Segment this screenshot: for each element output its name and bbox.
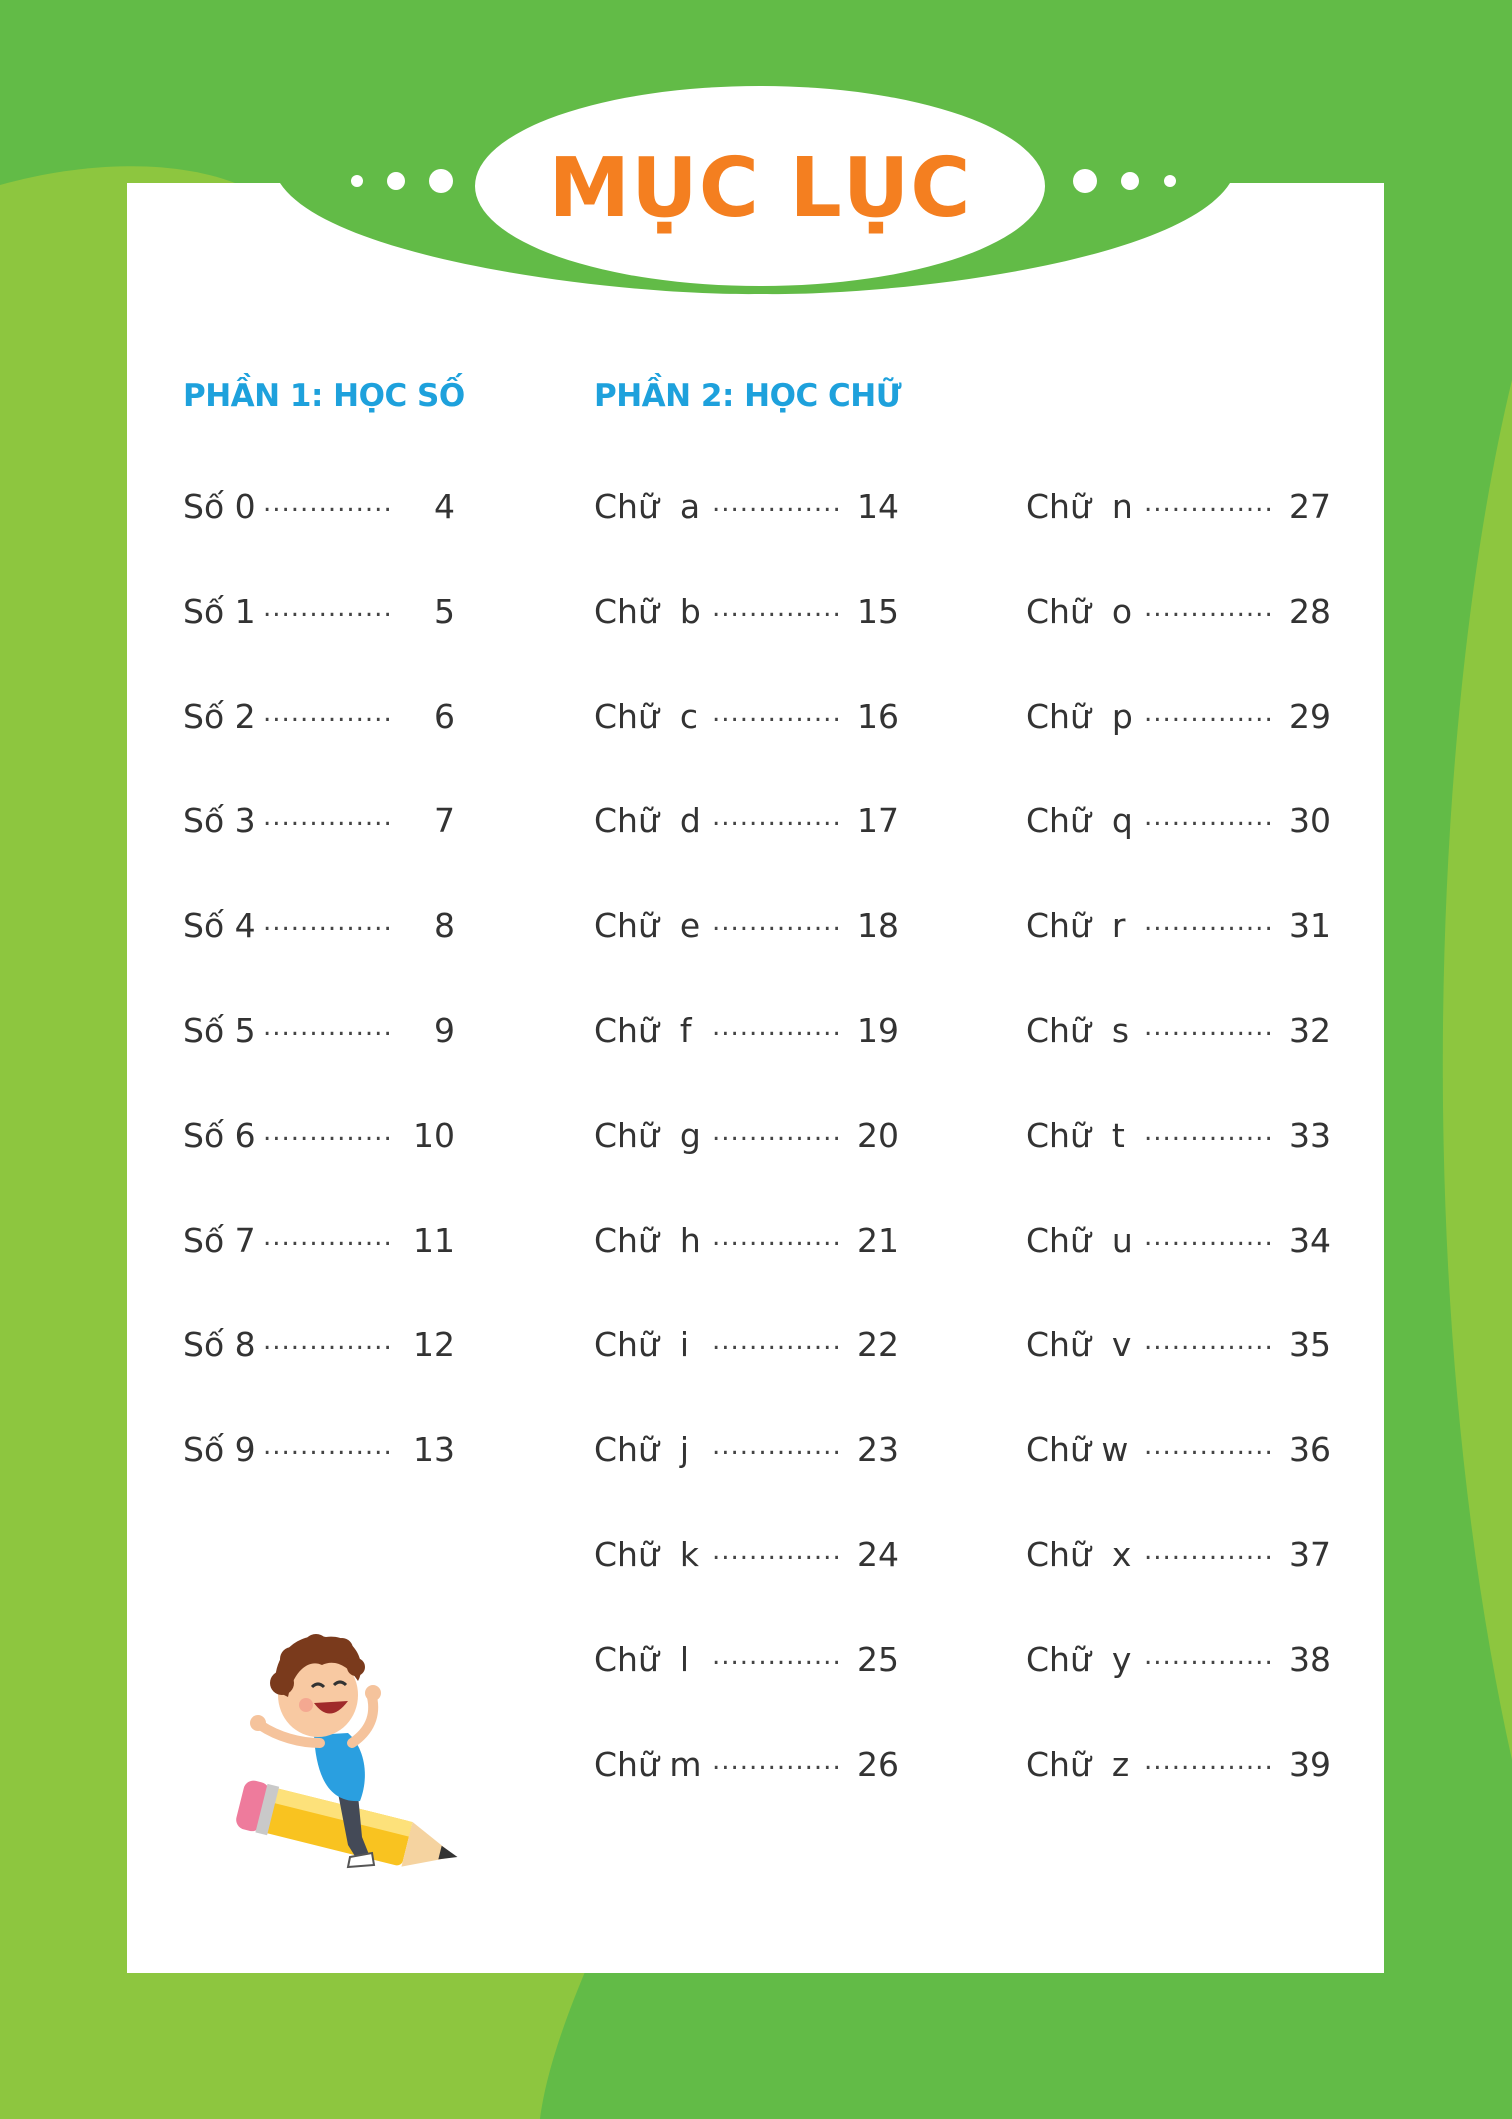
toc-dot-leader: .............. <box>263 1431 393 1461</box>
toc-page-number: 26 <box>857 1745 899 1784</box>
toc-entry-label: Chữ r <box>1026 906 1126 945</box>
toc-entry[interactable] <box>183 1216 455 1266</box>
toc-entry-label: Chữ p <box>1026 697 1133 736</box>
toc-entry-label: Số 0 <box>183 487 256 526</box>
dot-left-large <box>429 169 453 193</box>
toc-entry[interactable] <box>1026 1216 1331 1266</box>
toc-entry[interactable] <box>1026 1425 1331 1475</box>
toc-entry[interactable] <box>594 1216 899 1266</box>
toc-entry[interactable] <box>594 1111 899 1161</box>
dot-right-large <box>1073 169 1097 193</box>
toc-entry[interactable] <box>1026 901 1331 951</box>
toc-entry-label: Chữ l <box>594 1640 690 1679</box>
toc-entry-label: Chữ a <box>594 487 701 526</box>
toc-dot-leader: .............. <box>1144 1431 1274 1461</box>
toc-entry[interactable] <box>1026 587 1331 637</box>
toc-entry[interactable] <box>594 796 899 846</box>
toc-entry-label: Số 4 <box>183 906 256 945</box>
toc-page-number: 22 <box>857 1325 899 1364</box>
toc-entry[interactable] <box>1026 1635 1331 1685</box>
toc-page-number: 27 <box>1289 487 1331 526</box>
dot-right-small <box>1164 175 1176 187</box>
toc-page-number: 8 <box>434 906 455 945</box>
toc-dot-leader: .............. <box>1144 593 1274 623</box>
toc-entry-label: Chữ z <box>1026 1745 1130 1784</box>
toc-entry-label: Chữ x <box>1026 1535 1132 1574</box>
toc-page-number: 37 <box>1289 1535 1331 1574</box>
toc-entry-label: Chữ h <box>594 1221 701 1260</box>
toc-dot-leader: .............. <box>712 1536 842 1566</box>
toc-page-number: 20 <box>857 1116 899 1155</box>
toc-entry[interactable] <box>594 1635 899 1685</box>
toc-entry-label: Chữ u <box>1026 1221 1133 1260</box>
toc-dot-leader: .............. <box>1144 1746 1274 1776</box>
toc-entry[interactable] <box>594 1425 899 1475</box>
toc-page-number: 14 <box>857 487 899 526</box>
toc-dot-leader: .............. <box>1144 1326 1274 1356</box>
toc-page-number: 35 <box>1289 1325 1331 1364</box>
toc-entry-label: Chữ k <box>594 1535 699 1574</box>
toc-entry[interactable] <box>1026 1530 1331 1580</box>
toc-dot-leader: .............. <box>712 698 842 728</box>
toc-dot-leader: .............. <box>1144 802 1274 832</box>
toc-entry-label: Số 7 <box>183 1221 256 1260</box>
toc-entry-label: Chữ e <box>594 906 701 945</box>
toc-entry-label: Chữ b <box>594 592 701 631</box>
toc-entry-label: Chữ d <box>594 801 701 840</box>
toc-entry-label: Số 6 <box>183 1116 256 1155</box>
toc-page-number: 24 <box>857 1535 899 1574</box>
toc-page-number: 13 <box>413 1430 455 1469</box>
toc-entry-label: Chữ t <box>1026 1116 1125 1155</box>
toc-entry-label: Chữ o <box>1026 592 1133 631</box>
toc-dot-leader: .............. <box>1144 1641 1274 1671</box>
toc-entry-label: Chữ m <box>594 1745 702 1784</box>
toc-entry-label: Chữ c <box>594 697 698 736</box>
toc-page-number: 39 <box>1289 1745 1331 1784</box>
toc-entry[interactable] <box>183 692 455 742</box>
toc-page-number: 23 <box>857 1430 899 1469</box>
toc-dot-leader: .............. <box>712 593 842 623</box>
toc-entry[interactable] <box>183 1320 455 1370</box>
toc-page-number: 19 <box>857 1011 899 1050</box>
toc-page-number: 31 <box>1289 906 1331 945</box>
toc-dot-leader: .............. <box>712 1641 842 1671</box>
toc-entry[interactable] <box>183 796 455 846</box>
toc-page-number: 4 <box>434 487 455 526</box>
toc-entry-label: Số 2 <box>183 697 256 736</box>
toc-page-number: 17 <box>857 801 899 840</box>
toc-entry-label: Chữ q <box>1026 801 1133 840</box>
toc-entry-label: Số 1 <box>183 592 256 631</box>
part1-heading: PHẦN 1: HỌC SỐ <box>183 378 465 414</box>
toc-dot-leader: .............. <box>263 1117 393 1147</box>
toc-dot-leader: .............. <box>263 593 393 623</box>
toc-page-number: 16 <box>857 697 899 736</box>
toc-entry[interactable] <box>1026 482 1331 532</box>
toc-dot-leader: .............. <box>263 1326 393 1356</box>
toc-entry[interactable] <box>594 1006 899 1056</box>
toc-dot-leader: .............. <box>263 907 393 937</box>
toc-page-number: 38 <box>1289 1640 1331 1679</box>
toc-entry-label: Chữ v <box>1026 1325 1132 1364</box>
toc-dot-leader: .............. <box>712 1117 842 1147</box>
toc-dot-leader: .............. <box>712 488 842 518</box>
toc-page-number: 32 <box>1289 1011 1331 1050</box>
toc-entry[interactable] <box>183 901 455 951</box>
bottom-left-light-wave <box>0 1960 590 2119</box>
toc-entry[interactable] <box>1026 1740 1331 1790</box>
toc-dot-leader: .............. <box>263 488 393 518</box>
toc-page-number: 29 <box>1289 697 1331 736</box>
toc-dot-leader: .............. <box>1144 907 1274 937</box>
toc-entry-label: Chữ n <box>1026 487 1133 526</box>
toc-dot-leader: .............. <box>1144 1536 1274 1566</box>
toc-page-number: 7 <box>434 801 455 840</box>
toc-page-number: 34 <box>1289 1221 1331 1260</box>
boy-on-pencil-illustration <box>230 1625 470 1885</box>
toc-entry[interactable] <box>1026 1320 1331 1370</box>
page-title: MỤC LỤC <box>548 140 972 236</box>
toc-page-number: 28 <box>1289 592 1331 631</box>
toc-entry-label: Chữ j <box>594 1430 690 1469</box>
toc-entry[interactable] <box>594 1740 899 1790</box>
toc-entry[interactable] <box>183 587 455 637</box>
toc-dot-leader: .............. <box>1144 1117 1274 1147</box>
toc-entry[interactable] <box>183 1425 455 1475</box>
toc-page-number: 9 <box>434 1011 455 1050</box>
toc-entry-label: Số 9 <box>183 1430 256 1469</box>
toc-page-number: 18 <box>857 906 899 945</box>
toc-dot-leader: .............. <box>712 1222 842 1252</box>
toc-entry[interactable] <box>1026 1111 1331 1161</box>
toc-entry[interactable] <box>1026 1006 1331 1056</box>
toc-page-number: 33 <box>1289 1116 1331 1155</box>
toc-page-number: 30 <box>1289 801 1331 840</box>
toc-page-number: 6 <box>434 697 455 736</box>
toc-dot-leader: .............. <box>263 698 393 728</box>
toc-entry[interactable] <box>1026 692 1331 742</box>
toc-dot-leader: .............. <box>1144 1012 1274 1042</box>
toc-dot-leader: .............. <box>712 907 842 937</box>
toc-page-number: 36 <box>1289 1430 1331 1469</box>
toc-entry[interactable] <box>183 1111 455 1161</box>
toc-dot-leader: .............. <box>712 1431 842 1461</box>
toc-dot-leader: .............. <box>712 1326 842 1356</box>
toc-entry[interactable] <box>183 1006 455 1056</box>
toc-dot-leader: .............. <box>263 802 393 832</box>
toc-entry-label: Số 3 <box>183 801 256 840</box>
toc-entry[interactable] <box>594 901 899 951</box>
toc-page-number: 25 <box>857 1640 899 1679</box>
dot-right-medium <box>1121 172 1139 190</box>
toc-page-number: 5 <box>434 592 455 631</box>
toc-page-number: 10 <box>413 1116 455 1155</box>
toc-page-number: 21 <box>857 1221 899 1260</box>
toc-dot-leader: .............. <box>1144 1222 1274 1252</box>
toc-entry-label: Chữ g <box>594 1116 701 1155</box>
toc-page-number: 11 <box>413 1221 455 1260</box>
toc-entry-label: Chữ w <box>1026 1430 1129 1469</box>
toc-entry-label: Số 8 <box>183 1325 256 1364</box>
toc-entry-label: Chữ y <box>1026 1640 1132 1679</box>
toc-page-number: 15 <box>857 592 899 631</box>
dot-left-small <box>351 175 363 187</box>
toc-entry-label: Chữ s <box>1026 1011 1130 1050</box>
toc-entry[interactable] <box>594 482 899 532</box>
part2-heading: PHẦN 2: HỌC CHỮ <box>594 378 902 414</box>
dot-left-medium <box>387 172 405 190</box>
toc-entry[interactable] <box>183 482 455 532</box>
toc-page-number: 12 <box>413 1325 455 1364</box>
toc-dot-leader: .............. <box>263 1012 393 1042</box>
toc-dot-leader: .............. <box>1144 698 1274 728</box>
toc-dot-leader: .............. <box>712 1012 842 1042</box>
toc-entry-label: Chữ f <box>594 1011 692 1050</box>
toc-dot-leader: .............. <box>1144 488 1274 518</box>
toc-dot-leader: .............. <box>712 802 842 832</box>
toc-entry[interactable] <box>1026 796 1331 846</box>
toc-entry[interactable] <box>594 1320 899 1370</box>
toc-entry[interactable] <box>594 587 899 637</box>
toc-dot-leader: .............. <box>263 1222 393 1252</box>
toc-entry[interactable] <box>594 1530 899 1580</box>
toc-entry[interactable] <box>594 692 899 742</box>
toc-dot-leader: .............. <box>712 1746 842 1776</box>
toc-entry-label: Số 5 <box>183 1011 256 1050</box>
toc-entry-label: Chữ i <box>594 1325 690 1364</box>
